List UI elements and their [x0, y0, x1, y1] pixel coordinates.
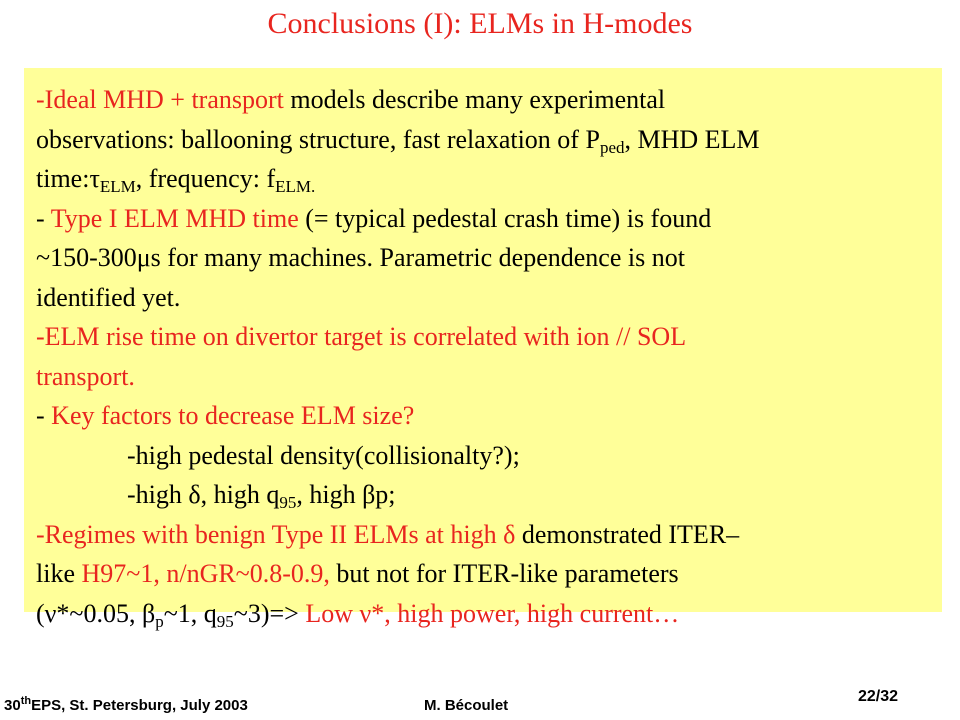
highlight-text: -Ideal MHD + transport	[36, 85, 284, 114]
text-line: -high pedestal density(collisionalty?);	[127, 440, 520, 470]
text-segment: but not for ITER-like parameters	[329, 559, 679, 588]
text-line: -ELM rise time on divertor target is correlated with ion // SOL	[36, 322, 687, 351]
text-segment: ~3)=>	[233, 598, 306, 628]
text-segment: -	[36, 401, 52, 430]
text-segment: , MHD ELM	[624, 124, 760, 154]
highlight-text: H97~1, n/nGR~0.8-0.9,	[81, 559, 330, 588]
text-line	[36, 120, 936, 160]
text-line	[36, 199, 936, 239]
highlight-text: Type I ELM MHD time	[50, 203, 299, 233]
conference-text: EPS, St. Petersburg, July 2003	[31, 697, 248, 714]
subscript: ELM	[99, 177, 136, 196]
slide-title: Conclusions (I): ELMs in H-modes	[267, 7, 693, 40]
tau-symbol: τ	[89, 164, 100, 193]
subscript: ELM.	[275, 177, 316, 196]
highlight-text: Low ν*, high power, high current…	[305, 598, 680, 628]
highlight-text: Key factors to decrease ELM size?	[51, 401, 415, 430]
text-segment: (ν*~0.05, β	[36, 598, 156, 628]
subscript: 95	[216, 611, 234, 631]
footer-conference	[4, 697, 248, 714]
superscript: th	[20, 695, 32, 707]
text-line	[36, 515, 936, 555]
text-line: identified yet.	[36, 282, 181, 312]
conclusions-text	[36, 80, 936, 633]
text-line: ~150-300μs for many machines. Parametric dependence is not	[36, 243, 685, 272]
subscript: ped	[599, 137, 625, 157]
text-segment: (= typical pedestal crash time) is found	[298, 203, 712, 233]
highlight-text: -Regimes with benign Type II ELMs at high δ	[36, 519, 516, 549]
subscript: p	[155, 611, 164, 631]
text-segment: models describe many experimental	[283, 85, 666, 114]
text-line	[36, 80, 936, 120]
footer-author: M. Bécoulet	[424, 697, 509, 714]
text-line	[36, 554, 936, 594]
text-line	[36, 159, 936, 199]
text-segment: time:	[36, 164, 90, 193]
text-line	[36, 396, 936, 436]
text-segment: demonstrated ITER–	[515, 519, 740, 549]
subscript: 95	[279, 493, 297, 512]
text-segment: -high δ, high q	[127, 480, 280, 509]
conference-number: 30	[4, 697, 21, 714]
text-segment: , high βp;	[296, 480, 396, 509]
text-segment: -	[36, 203, 51, 233]
text-line	[36, 475, 936, 515]
text-segment: ~1, q	[163, 598, 217, 628]
text-segment: , frequency: f	[135, 164, 276, 193]
text-segment: observations: ballooning structure, fast relaxation of P	[36, 124, 600, 154]
page-number: 22/32	[858, 688, 899, 705]
text-segment: like	[36, 559, 82, 588]
text-line	[36, 594, 936, 634]
text-line: transport.	[36, 361, 135, 391]
